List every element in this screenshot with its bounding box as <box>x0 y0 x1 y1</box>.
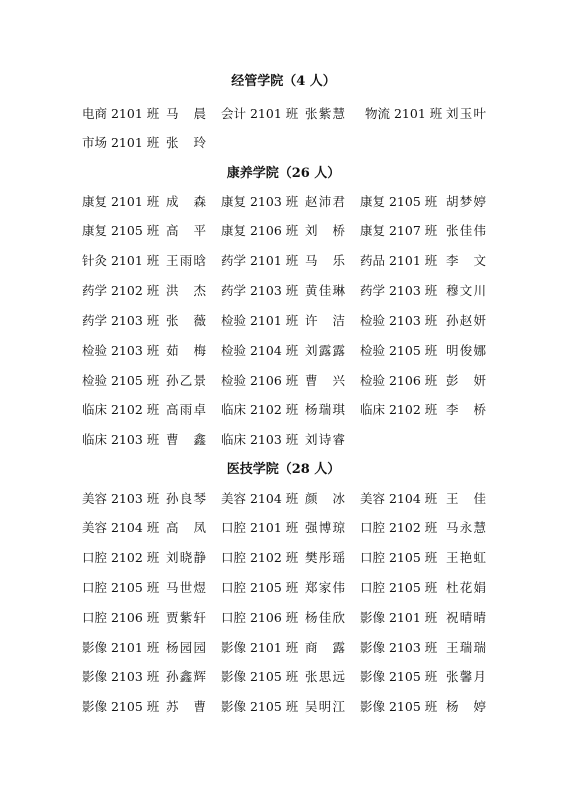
student-name: 祝晴晴 <box>446 610 486 625</box>
student-name: 高雨卓 <box>166 402 206 417</box>
class-label: 口腔 2106 班 <box>221 610 299 625</box>
student-name: 彭妍 <box>446 373 486 388</box>
student-name: 张薇 <box>166 313 206 328</box>
student-name: 吴明江 <box>305 699 345 714</box>
student-name: 高平 <box>166 223 206 238</box>
student-name: 贾紫轩 <box>166 610 206 625</box>
section-title-jingguan: 经管学院（4 人） <box>231 74 336 89</box>
class-label: 康复 2106 班 <box>221 223 299 238</box>
student-name: 曹兴 <box>305 373 345 388</box>
student-name: 张紫慧 <box>305 106 345 121</box>
class-label: 口腔 2102 班 <box>82 550 160 565</box>
student-name: 颜冰 <box>305 491 345 506</box>
table-row <box>0 698 567 716</box>
class-label: 临床 2102 班 <box>82 402 160 417</box>
class-label: 影像 2101 班 <box>221 640 299 655</box>
student-name: 洪杰 <box>166 283 206 298</box>
class-label: 针灸 2101 班 <box>82 253 160 268</box>
class-label: 康复 2105 班 <box>360 194 438 209</box>
student-name: 杨婷 <box>446 699 486 714</box>
class-label: 药学 2101 班 <box>221 253 299 268</box>
class-label: 检验 2106 班 <box>360 373 438 388</box>
class-label: 影像 2101 班 <box>82 640 160 655</box>
section-title-yiji: 医技学院（28 人） <box>226 462 341 477</box>
class-label: 影像 2101 班 <box>360 610 438 625</box>
class-label: 临床 2102 班 <box>221 402 299 417</box>
student-name: 孙鑫辉 <box>166 669 206 684</box>
table-row <box>0 639 567 657</box>
section-title-kangyang: 康养学院（26 人） <box>226 166 341 181</box>
class-label: 检验 2104 班 <box>221 343 299 358</box>
table-row <box>0 134 567 152</box>
class-label: 影像 2105 班 <box>82 699 160 714</box>
student-name: 马乐 <box>305 253 345 268</box>
student-name: 马晨 <box>166 106 206 121</box>
student-name: 马永慧 <box>446 520 486 535</box>
table-row <box>0 372 567 390</box>
class-label: 口腔 2105 班 <box>360 550 438 565</box>
class-label: 药学 2103 班 <box>360 283 438 298</box>
table-row <box>0 609 567 627</box>
table-row <box>0 105 567 123</box>
student-name: 王艳虹 <box>446 550 486 565</box>
class-label: 物流 2101 班 <box>365 106 443 121</box>
student-name: 郑家伟 <box>305 580 345 595</box>
student-name: 杨佳欣 <box>305 610 345 625</box>
class-label: 口腔 2105 班 <box>82 580 160 595</box>
class-label: 药品 2101 班 <box>360 253 438 268</box>
student-name: 黄佳琳 <box>305 283 345 298</box>
table-row <box>0 312 567 330</box>
student-name: 苏曹 <box>166 699 206 714</box>
class-label: 口腔 2102 班 <box>360 520 438 535</box>
student-name: 胡梦婷 <box>446 194 486 209</box>
student-name: 茹梅 <box>166 343 206 358</box>
student-name: 王瑞瑞 <box>446 640 486 655</box>
table-row <box>0 282 567 300</box>
student-name: 刘诗睿 <box>305 432 345 447</box>
class-label: 康复 2101 班 <box>82 194 160 209</box>
class-label: 影像 2105 班 <box>360 669 438 684</box>
student-name: 明俊娜 <box>446 343 486 358</box>
student-name: 强博琼 <box>305 520 345 535</box>
class-label: 口腔 2105 班 <box>360 580 438 595</box>
student-name: 曹鑫 <box>166 432 206 447</box>
student-name: 李桥 <box>446 402 486 417</box>
class-label: 临床 2103 班 <box>221 432 299 447</box>
class-label: 检验 2101 班 <box>221 313 299 328</box>
student-name: 王雨晗 <box>166 253 206 268</box>
class-label: 影像 2103 班 <box>82 669 160 684</box>
student-name: 张思远 <box>305 669 345 684</box>
class-label: 市场 2101 班 <box>82 135 160 150</box>
table-row <box>0 252 567 270</box>
class-label: 美容 2104 班 <box>360 491 438 506</box>
class-label: 口腔 2105 班 <box>221 580 299 595</box>
class-label: 影像 2103 班 <box>360 640 438 655</box>
student-name: 刘露露 <box>305 343 345 358</box>
class-label: 药学 2103 班 <box>82 313 160 328</box>
class-label: 检验 2105 班 <box>82 373 160 388</box>
class-label: 检验 2105 班 <box>360 343 438 358</box>
class-label: 影像 2105 班 <box>221 669 299 684</box>
student-name: 王佳 <box>446 491 486 506</box>
class-label: 临床 2103 班 <box>82 432 160 447</box>
class-label: 口腔 2106 班 <box>82 610 160 625</box>
class-label: 检验 2103 班 <box>82 343 160 358</box>
student-name: 张佳伟 <box>446 223 486 238</box>
class-label: 会计 2101 班 <box>221 106 299 121</box>
class-label: 康复 2103 班 <box>221 194 299 209</box>
student-name: 穆文川 <box>446 283 486 298</box>
class-label: 检验 2103 班 <box>360 313 438 328</box>
student-name: 赵沛君 <box>305 194 345 209</box>
student-name: 刘桥 <box>305 223 345 238</box>
class-label: 口腔 2101 班 <box>221 520 299 535</box>
student-name: 杜花娟 <box>446 580 486 595</box>
student-name: 李文 <box>446 253 486 268</box>
student-name: 孙良琴 <box>166 491 206 506</box>
student-name: 商露 <box>305 640 345 655</box>
table-row <box>0 668 567 686</box>
table-row <box>0 342 567 360</box>
table-row <box>0 490 567 508</box>
student-name: 成森 <box>166 194 206 209</box>
class-label: 口腔 2102 班 <box>221 550 299 565</box>
class-label: 电商 2101 班 <box>82 106 160 121</box>
student-name: 孙乙景 <box>166 373 206 388</box>
student-name: 张玲 <box>166 135 206 150</box>
class-label: 药学 2102 班 <box>82 283 160 298</box>
class-label: 药学 2103 班 <box>221 283 299 298</box>
table-row <box>0 549 567 567</box>
table-row <box>0 431 567 449</box>
student-name: 高凤 <box>166 520 206 535</box>
student-name: 马世煜 <box>166 580 206 595</box>
class-label: 检验 2106 班 <box>221 373 299 388</box>
class-label: 临床 2102 班 <box>360 402 438 417</box>
class-label: 美容 2104 班 <box>221 491 299 506</box>
student-name: 许洁 <box>305 313 345 328</box>
class-label: 影像 2105 班 <box>360 699 438 714</box>
table-row <box>0 579 567 597</box>
student-name: 张馨月 <box>446 669 486 684</box>
student-name: 樊彤瑶 <box>305 550 345 565</box>
table-row <box>0 193 567 211</box>
table-row <box>0 519 567 537</box>
student-name: 刘玉叶 <box>446 106 486 121</box>
student-name: 孙赵妍 <box>446 313 486 328</box>
class-label: 康复 2105 班 <box>82 223 160 238</box>
class-label: 影像 2105 班 <box>221 699 299 714</box>
class-label: 康复 2107 班 <box>360 223 438 238</box>
student-name: 杨园园 <box>166 640 206 655</box>
table-row <box>0 222 567 240</box>
student-name: 刘晓静 <box>166 550 206 565</box>
class-label: 美容 2104 班 <box>82 520 160 535</box>
table-row <box>0 401 567 419</box>
class-label: 美容 2103 班 <box>82 491 160 506</box>
student-name: 杨瑞琪 <box>305 402 345 417</box>
